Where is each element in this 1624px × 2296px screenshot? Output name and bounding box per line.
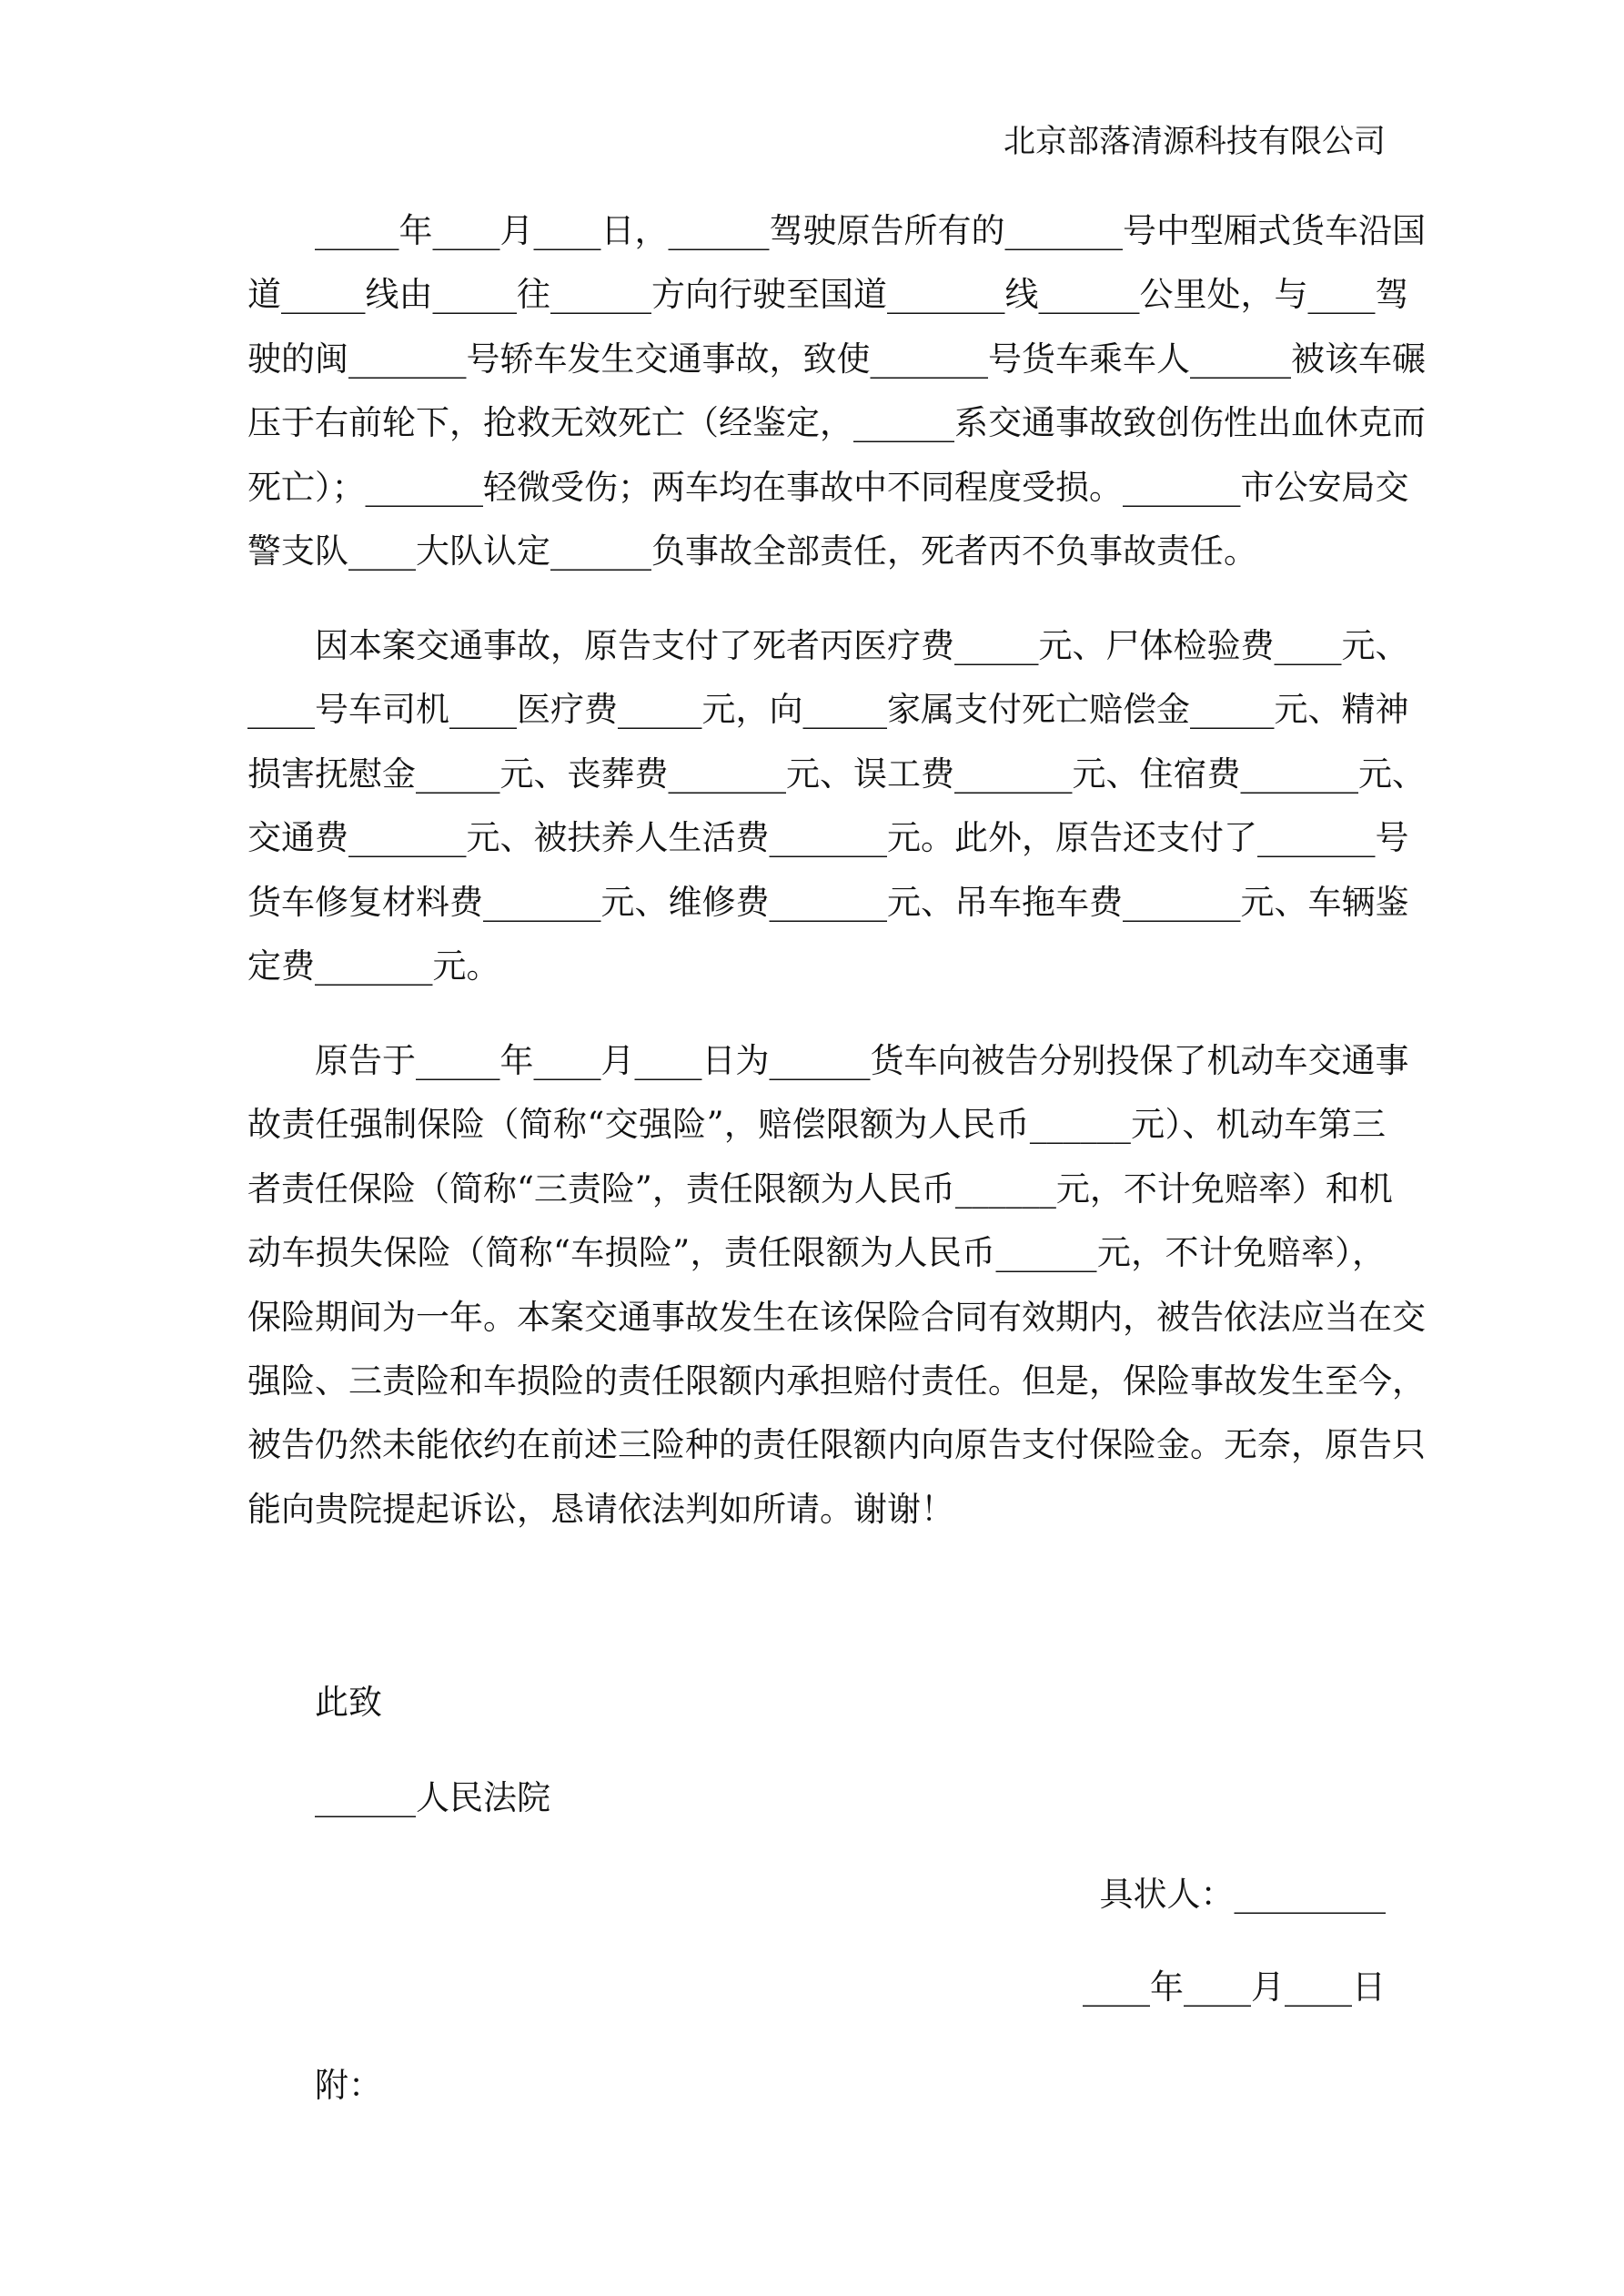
- text-line: 驶的闽_______号轿车发生交通事故，致使_______号货车乘车人______被该车碾: [247, 339, 1426, 379]
- text-line: 者责任保险（简称“三责险”，责任限额为人民币______元，不计免赔率）和机: [247, 1168, 1393, 1209]
- attachment-label: 附：: [315, 2066, 382, 2105]
- text-line: ____号车司机____医疗费_____元，向_____家属支付死亡赔偿金_____元、精神: [247, 690, 1409, 730]
- text-line: 损害抚慰金_____元、丧葬费_______元、误工费_______元、住宿费_______元、: [247, 754, 1426, 794]
- text-line: _____年____月____日，______驾驶原告所有的_______号中型厢式货车沿国: [315, 211, 1426, 250]
- text-line: 警支队____大队认定______负事故全部责任，死者丙不负事故责任。: [247, 531, 1257, 571]
- text-line: 能向贵院提起诉讼，恳请依法判如所请。谢谢！: [247, 1489, 954, 1529]
- text-line: 定费_______元。: [247, 946, 500, 986]
- salutation: 此致: [315, 1683, 382, 1722]
- court-name: ______人民法院: [315, 1778, 550, 1817]
- text-line: 压于右前轮下，抢救无效死亡（经鉴定，______系交通事故致创伤性出血休克而: [247, 403, 1426, 443]
- text-line: 动车损失保险（简称“车损险”，责任限额为人民币______元，不计免赔率），: [247, 1233, 1386, 1273]
- text-line: 道_____线由_____往______方向行驶至国道_______线______公里处，与____驾: [247, 275, 1409, 315]
- text-line: 因本案交通事故，原告支付了死者丙医疗费_____元、尸体检验费____元、: [315, 626, 1409, 665]
- paragraph-insurance: [247, 1029, 1426, 1542]
- signature-date: ____年____月____日: [1083, 1967, 1386, 2007]
- text-line: 强险、三责险和车损险的责任限额内承担赔付责任。但是，保险事故发生至今，: [247, 1360, 1426, 1401]
- text-line: 故责任强制保险（简称“交强险”，赔偿限额为人民币______元）、机动车第三: [247, 1105, 1386, 1145]
- text-line: 死亡）；_______轻微受伤；两车均在事故中不同程度受损。_______市公安局交: [247, 467, 1409, 507]
- company-header: 北京部落清源科技有限公司: [1003, 124, 1386, 160]
- text-line: 保险期间为一年。本案交通事故发生在该保险合同有效期内，被告依法应当在交: [247, 1297, 1426, 1337]
- text-line: 交通费_______元、被扶养人生活费_______元。此外，原告还支付了_______号: [247, 818, 1409, 858]
- paragraph-expenses: [247, 614, 1426, 998]
- text-line: 货车修复材料费_______元、维修费_______元、吊车拖车费_______元、车辆鉴: [247, 882, 1409, 922]
- text-line: 被告仍然未能依约在前述三险种的责任限额内向原告支付保险金。无奈，原告只: [247, 1425, 1426, 1465]
- plaintiff-signature: 具状人：_________: [1099, 1875, 1386, 1914]
- text-line: 原告于_____年____月____日为______货车向被告分别投保了机动车交通事: [315, 1041, 1409, 1080]
- paragraph-accident-facts: [247, 199, 1426, 583]
